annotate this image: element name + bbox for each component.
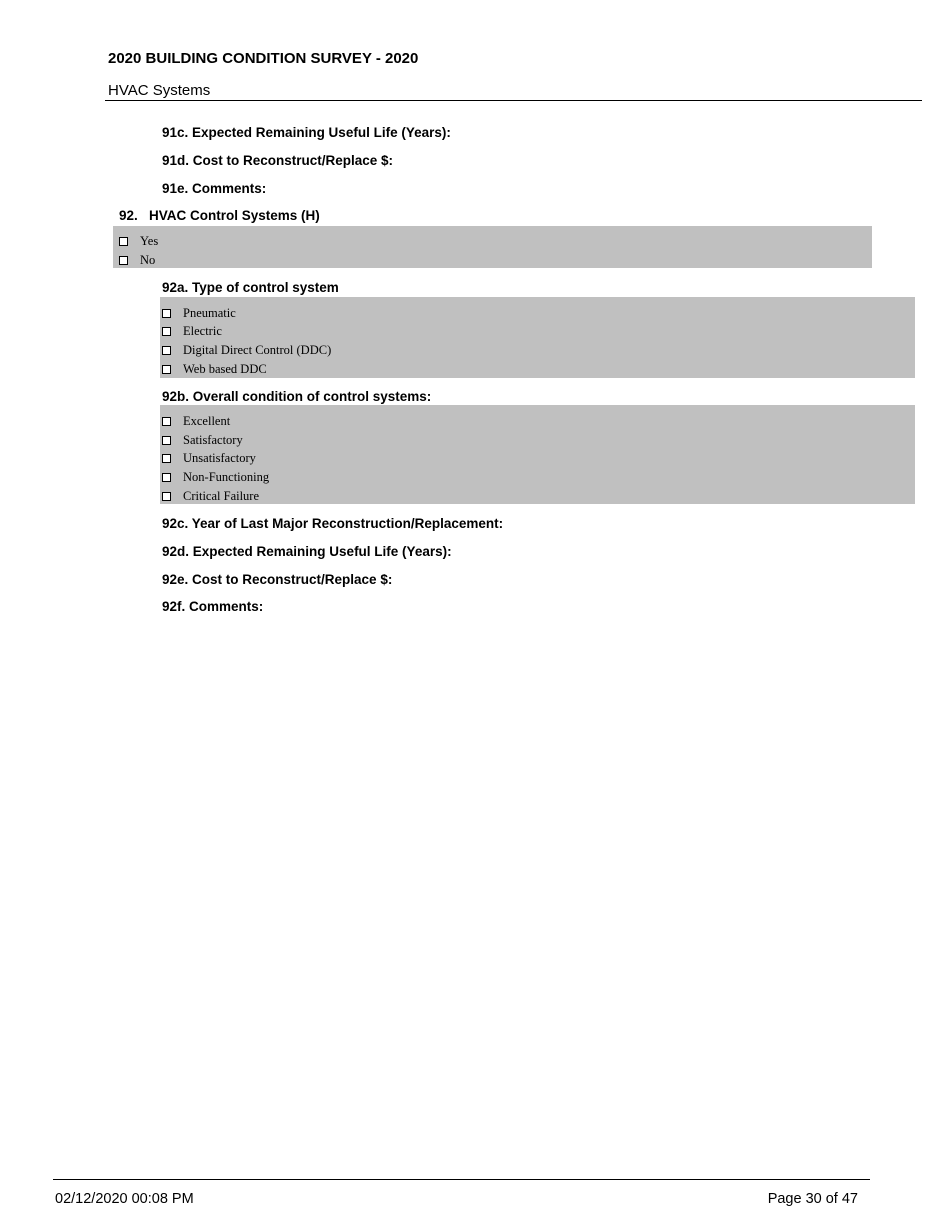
q92b-label: 92b. Overall condition of control systems: [162, 389, 432, 404]
checkbox[interactable] [162, 346, 171, 355]
option-label: No [140, 253, 156, 267]
footer-timestamp: 02/12/2020 00:08 PM [55, 1191, 194, 1207]
checkbox[interactable] [162, 365, 171, 374]
q91e-label: 91e. Comments: [162, 181, 267, 196]
q92a-options-panel [160, 297, 915, 378]
option-electric[interactable] [162, 324, 222, 339]
q92-heading: 92. HVAC Control Systems (H) [119, 208, 320, 223]
checkbox[interactable] [162, 436, 171, 445]
option-unsatisfactory[interactable] [162, 451, 256, 466]
checkbox[interactable] [119, 256, 128, 265]
q91c-label: 91c. Expected Remaining Useful Life (Years): [162, 125, 451, 140]
option-label: Non-Functioning [183, 470, 270, 484]
header-rule [105, 100, 922, 101]
checkbox[interactable] [162, 492, 171, 501]
checkbox[interactable] [162, 327, 171, 336]
option-label: Pneumatic [183, 306, 236, 320]
option-web-ddc[interactable] [162, 362, 267, 377]
option-yes[interactable] [119, 234, 158, 249]
option-excellent[interactable] [162, 414, 230, 429]
q92f-label: 92f. Comments: [162, 599, 264, 614]
option-label: Yes [140, 234, 159, 248]
checkbox[interactable] [162, 473, 171, 482]
checkbox[interactable] [162, 309, 171, 318]
option-ddc[interactable] [162, 343, 331, 358]
q92c-label: 92c. Year of Last Major Reconstruction/Replacement: [162, 516, 504, 531]
option-critical-failure[interactable] [162, 489, 259, 504]
option-label: Satisfactory [183, 433, 243, 447]
checkbox[interactable] [162, 454, 171, 463]
option-label: Web based DDC [183, 362, 267, 376]
footer-rule [53, 1179, 870, 1180]
q92d-label: 92d. Expected Remaining Useful Life (Years): [162, 544, 452, 559]
footer-page-number: Page 30 of 47 [767, 1191, 858, 1207]
q92b-options-panel [160, 405, 915, 504]
option-no[interactable] [119, 253, 155, 268]
option-label: Unsatisfactory [183, 451, 256, 465]
section-title: HVAC Systems [108, 82, 211, 99]
checkbox[interactable] [119, 237, 128, 246]
option-satisfactory[interactable] [162, 433, 243, 448]
option-label: Electric [183, 324, 222, 338]
option-non-functioning[interactable] [162, 470, 269, 485]
option-pneumatic[interactable] [162, 306, 236, 321]
option-label: Excellent [183, 414, 231, 428]
option-label: Digital Direct Control (DDC) [183, 343, 332, 357]
q92a-label: 92a. Type of control system [162, 280, 339, 295]
q92e-label: 92e. Cost to Reconstruct/Replace $: [162, 572, 393, 587]
q92-options-panel [113, 226, 872, 268]
document-title: 2020 BUILDING CONDITION SURVEY - 2020 [108, 50, 419, 67]
option-label: Critical Failure [183, 489, 260, 503]
q91d-label: 91d. Cost to Reconstruct/Replace $: [162, 153, 394, 168]
checkbox[interactable] [162, 417, 171, 426]
